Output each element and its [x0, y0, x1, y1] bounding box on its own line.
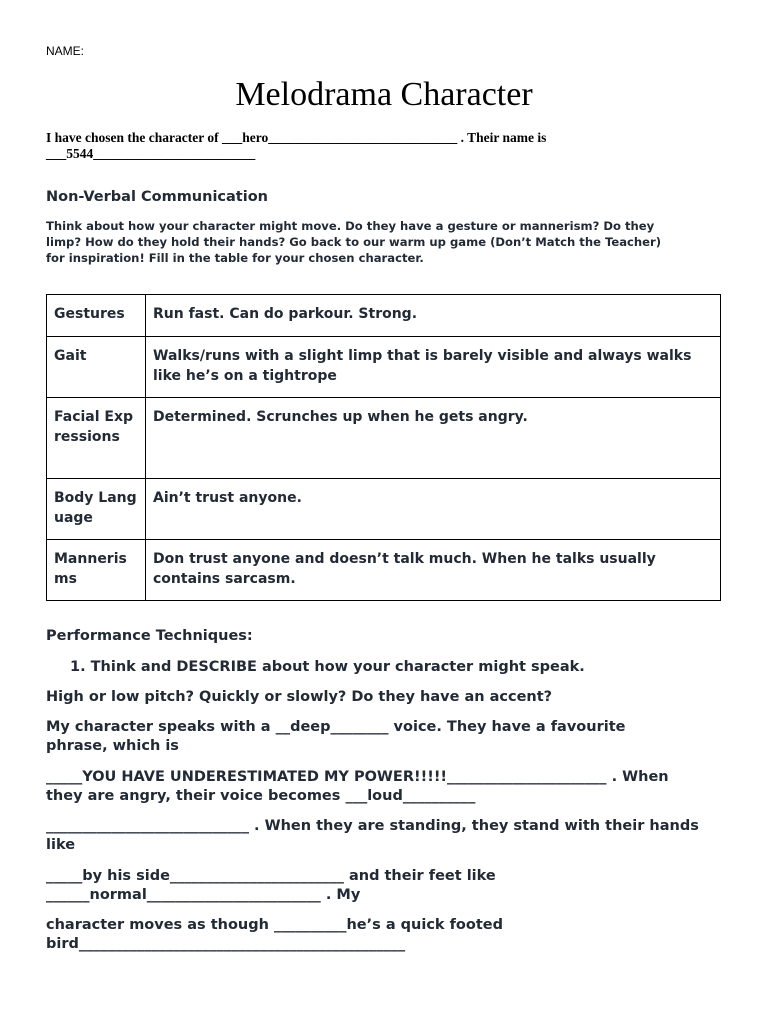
section-heading-performance: Performance Techniques: — [46, 628, 253, 644]
row-value: Run fast. Can do parkour. Strong. — [146, 295, 721, 337]
table-row — [47, 337, 721, 398]
name-label: NAME: — [46, 44, 85, 58]
body-line: character moves as though __________he’s a quick footed — [46, 917, 503, 933]
body-line: _____by his side________________________ and their feet like — [46, 868, 496, 884]
numbered-item-1: 1. Think and DESCRIBE about how your character might speak. — [70, 659, 585, 675]
question-line: High or low pitch? Quickly or slowly? Do they have an accent? — [46, 689, 553, 705]
row-label: Facial Expressions — [47, 398, 146, 479]
instruction-line-2: limp? How do they hold their hands? Go back to our warm up game (Don’t Match the Teacher) — [46, 235, 662, 249]
row-label: Mannerisms — [47, 540, 146, 601]
character-table — [46, 294, 721, 601]
table-row — [47, 295, 721, 337]
row-label: Gait — [47, 337, 146, 398]
instruction-line-3: for inspiration! Fill in the table for your chosen character. — [46, 251, 424, 265]
row-value: Don trust anyone and doesn’t talk much. When he talks usually contains sarcasm. — [146, 540, 721, 601]
row-label: Gestures — [47, 295, 146, 337]
intro-line-1: I have chosen the character of ___hero____________________________ . Their name is — [46, 130, 547, 145]
body-line: they are angry, their voice becomes ___loud__________ — [46, 788, 476, 804]
body-line: _____YOU HAVE UNDERESTIMATED MY POWER!!!!!______________________ . When — [46, 769, 669, 785]
body-line: ______normal________________________ . My — [46, 887, 361, 903]
body-line: My character speaks with a __deep________ voice. They have a favourite — [46, 719, 626, 735]
row-value: Determined. Scrunches up when he gets angry. — [146, 398, 721, 479]
page-title: Melodrama Character — [235, 76, 533, 113]
instruction-line-1: Think about how your character might move. Do they have a gesture or mannerism? Do they — [46, 219, 655, 233]
body-line: ____________________________ . When they are standing, they stand with their hands — [46, 818, 699, 834]
table-row — [47, 479, 721, 540]
body-line: phrase, which is — [46, 738, 179, 754]
row-value: Ain’t trust anyone. — [146, 479, 721, 540]
table-row — [47, 540, 721, 601]
body-line: like — [46, 837, 76, 853]
body-line: bird_____________________________________________ — [46, 936, 406, 952]
table-row — [47, 398, 721, 479]
row-label: Body Language — [47, 479, 146, 540]
section-heading-nonverbal: Non-Verbal Communication — [46, 189, 268, 205]
intro-line-2: ___5544________________________ — [46, 146, 256, 161]
row-value: Walks/runs with a slight limp that is barely visible and always walks like he’s on a tightrope — [146, 337, 721, 398]
